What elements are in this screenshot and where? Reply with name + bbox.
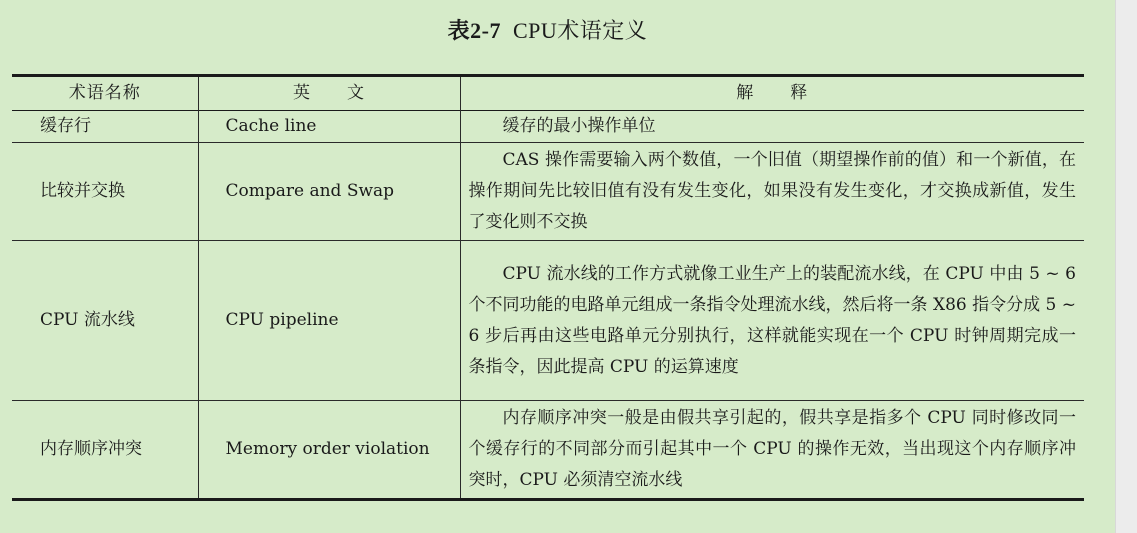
term-cell: CPU 流水线 <box>40 310 135 330</box>
english-cell: CPU pipeline <box>198 241 460 401</box>
table-row <box>12 401 1084 500</box>
term-cell: 内存顺序冲突 <box>40 439 142 459</box>
term-cell: 缓存行 <box>40 116 91 136</box>
table-row <box>12 241 1084 401</box>
table-title: CPU术语定义 <box>513 18 648 43</box>
terms-table <box>12 74 1084 501</box>
table-caption <box>0 14 1095 45</box>
english-cell: Memory order violation <box>198 401 460 500</box>
table-number: 表2-7 <box>447 18 501 43</box>
header-desc: 解 释 <box>460 76 1084 111</box>
english-cell: Compare and Swap <box>198 143 460 241</box>
header-english: 英 文 <box>198 76 460 111</box>
desc-cell: 缓存的最小操作单位 <box>460 111 1084 143</box>
table-header-row <box>12 76 1084 111</box>
desc-cell: CAS 操作需要输入两个数值，一个旧值（期望操作前的值）和一个新值，在操作期间先比较旧值有没有发生变化，如果没有发生变化，才交换成新值，发生了变化则不交换 <box>460 143 1084 241</box>
desc-cell: CPU 流水线的工作方式就像工业生产上的装配流水线，在 CPU 中由 5 ~ 6 个不同功能的电路单元组成一条指令处理流水线，然后将一条 X86 指令分成 5 ~ 6 步后再由这些电路单元分别执行，这样就能实现在一个 CPU 时钟周期完成一条指令，因此提高 CPU 的运算速度 <box>460 241 1084 401</box>
english-cell: Cache line <box>198 111 460 143</box>
term-cell: 比较并交换 <box>40 181 125 201</box>
table-row <box>12 111 1084 143</box>
table-row <box>12 143 1084 241</box>
desc-cell: 内存顺序冲突一般是由假共享引起的，假共享是指多个 CPU 同时修改同一个缓存行的不同部分而引起其中一个 CPU 的操作无效，当出现这个内存顺序冲突时，CPU 必须清空流水线 <box>460 401 1084 500</box>
viewer-scroll-strip[interactable] <box>1115 0 1137 533</box>
header-term: 术语名称 <box>68 83 141 103</box>
